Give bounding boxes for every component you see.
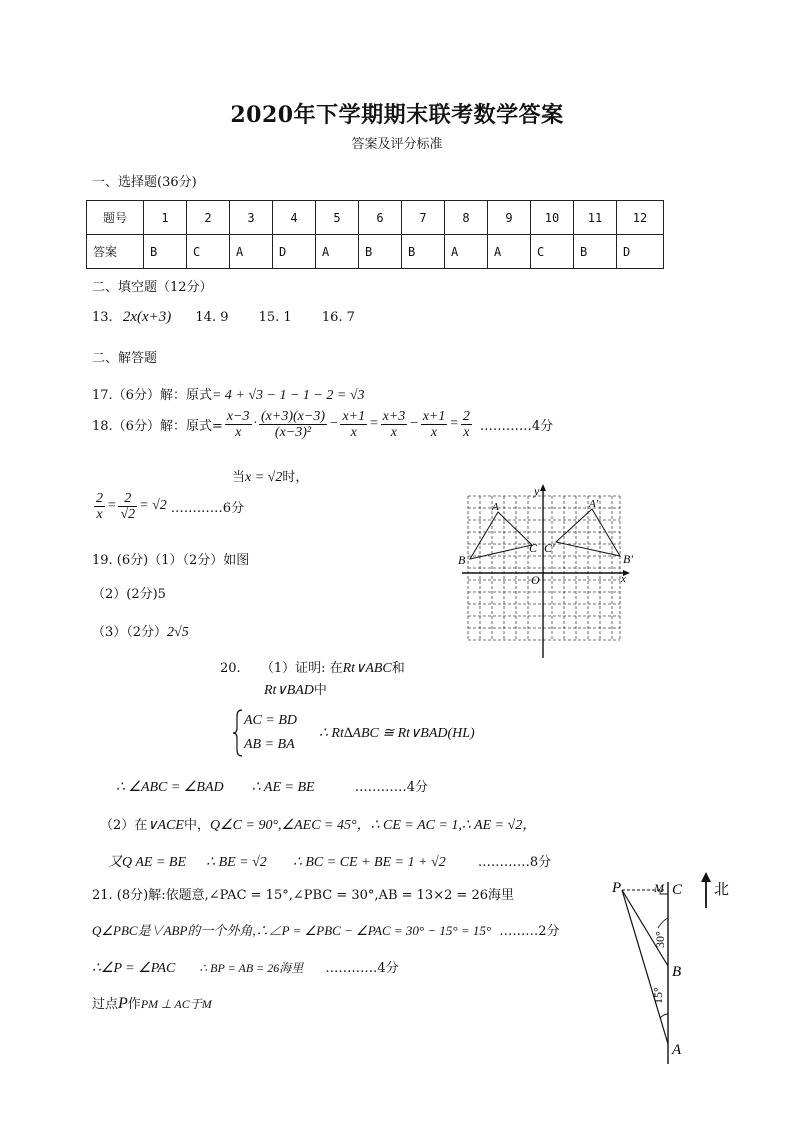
table-row — [87, 201, 664, 235]
q20-part-2-triangle: ∨ACE — [147, 818, 184, 833]
q20-angle-equality: ∴ ∠ABC = ∠BAD — [116, 780, 224, 795]
table-cell: 6 — [359, 201, 402, 235]
table-cell: 题号 — [87, 201, 144, 235]
q20-part-2-prefix: （2）在 — [100, 818, 148, 833]
page-title: 2020年下学期期末联考数学答案 — [230, 102, 564, 128]
q21-line-1: 21. (8分)解:依题意,∠PAC = 15°,∠PBC = 30°,AB = 13×2 = 26海里 — [92, 888, 515, 903]
table-cell: 1 — [144, 201, 187, 235]
q20-part-2-expression: Q∠C = 90°,∠AEC = 45°，∴ CE = AC = 1,∴ AE = √2， — [210, 818, 537, 833]
label-b-prime: B' — [623, 552, 633, 566]
fill-answers-line — [92, 309, 355, 326]
q20-line-1-suffix: 和 — [391, 661, 405, 676]
table-cell: 答案 — [87, 235, 144, 269]
q21-angle-equality: ∴∠P = ∠PAC — [92, 961, 176, 976]
q20-part-2-line-1 — [100, 814, 536, 834]
q18-fraction-1: $\frac{x-3}{x}$ — [226, 408, 250, 440]
table-cell: D — [617, 235, 664, 269]
q21-line-2 — [92, 920, 560, 939]
label-a: A — [492, 501, 499, 513]
q18-when-expression: x = √2 — [245, 470, 283, 485]
q18-result-fraction-2: $\frac{2}{√2}$ — [120, 490, 136, 522]
q18-fraction-2: $\frac{(x+3)(x-3)}{\text{(x−3)²}}$ — [261, 408, 325, 440]
q21-line-3 — [92, 957, 399, 977]
choice-answer-table — [86, 200, 664, 269]
q21-line-4 — [92, 993, 212, 1013]
q21-score-2: ………2分 — [499, 924, 560, 939]
label-b: B — [458, 553, 466, 567]
q18-when-suffix: 时， — [282, 470, 309, 485]
angle-arc-30 — [658, 918, 668, 928]
table-cell: 12 — [617, 201, 664, 235]
q21-score-4: …………4分 — [325, 961, 399, 976]
q17-line — [92, 384, 365, 404]
triangle-abc — [470, 512, 532, 559]
page-subtitle: 答案及评分标准 — [351, 137, 443, 152]
label-angle-15: 15° — [651, 987, 665, 1004]
q18-result-fraction-1: $\frac{2}{x}$ — [96, 490, 103, 522]
q15-answer: 15. 1 — [258, 310, 292, 325]
table-row — [87, 235, 664, 269]
q20-score-4: …………4分 — [354, 780, 428, 795]
label-a-prime: A' — [589, 498, 599, 510]
table-cell: B — [402, 235, 445, 269]
q18-result-value: = √2 — [139, 498, 167, 513]
label-north: 北 — [714, 882, 730, 898]
q18-fraction-4: $\frac{x+3}{x}$ — [382, 408, 406, 440]
table-cell: A — [230, 235, 273, 269]
table-cell: 9 — [488, 201, 531, 235]
label-angle-30: 30° — [653, 931, 667, 948]
label-b: B — [672, 964, 682, 980]
q20-part-2-be: ∴ BE = √2 — [206, 855, 267, 870]
table-cell: C — [187, 235, 230, 269]
table-cell: 3 — [230, 201, 273, 235]
left-brace-icon — [232, 708, 244, 758]
q19-line-3 — [92, 621, 189, 641]
table-cell: D — [273, 235, 316, 269]
q19-line-3-prefix: （3）（2分） — [92, 625, 168, 640]
label-c-prime: C' — [544, 541, 555, 555]
table-cell: 5 — [316, 201, 359, 235]
line-pa — [622, 890, 668, 1044]
equation-2: AB = BA — [244, 737, 295, 752]
q18-score-4: …………4分 — [479, 418, 554, 434]
q20-side-equality: ∴ AE = BE — [251, 780, 315, 795]
table-cell: 10 — [531, 201, 574, 235]
north-arrow-icon — [701, 872, 711, 882]
table-cell: A — [445, 235, 488, 269]
table-cell: B — [574, 235, 617, 269]
section-solve-heading: 二、解答题 — [92, 351, 158, 366]
label-origin: O — [531, 573, 540, 587]
q20-line-3 — [116, 776, 428, 796]
table-cell: 11 — [574, 201, 617, 235]
q21-line-2-expression: Q∠PBC是∨ABP的一个外角,∴∠P = ∠PBC − ∠PAC = 30° − 15° = 15° — [92, 923, 492, 938]
q20-score-8: …………8分 — [477, 855, 552, 870]
q18-score-6: …………6分 — [170, 500, 245, 516]
q20-part-2-bc: ∴ BC = CE + BE = 1 + √2 — [292, 855, 446, 870]
q19-line-3-expression: 2√5 — [167, 625, 189, 640]
q16-answer: 16. 7 — [321, 310, 355, 325]
equation-1: AC = BD — [244, 713, 297, 728]
table-cell: B — [359, 235, 402, 269]
angle-arc-15 — [660, 1014, 668, 1018]
label-a: A — [672, 1042, 682, 1058]
y-axis-arrow — [540, 484, 546, 491]
label-p: P — [612, 880, 622, 896]
q20-part-2-line-2 — [108, 851, 551, 871]
table-cell: A — [488, 235, 531, 269]
table-cell: A — [316, 235, 359, 269]
label-x: x — [621, 573, 626, 585]
q18-fraction-5: $\frac{x+1}{x}$ — [422, 408, 446, 440]
q17-expression: = 4 + √3 − 1 − 1 − 2 = √3 — [211, 388, 365, 403]
table-cell: 8 — [445, 201, 488, 235]
q18-when-line — [232, 466, 308, 486]
q18-when-prefix: 当 — [232, 470, 246, 485]
label-c: C — [672, 882, 683, 898]
q21-line-4-point: P — [118, 995, 128, 1012]
q18-fraction-6: $\frac{2}{x}$ — [462, 408, 470, 440]
q21-bp-equality: ∴ BP = AB = 26海里 — [199, 961, 304, 975]
q18-result-line: $\frac{2}{x}$ = $\frac{2}{√2}$ = √2 …………6分 — [96, 490, 245, 522]
q20-line-2-suffix: 中 — [313, 683, 327, 698]
q18-label: 18.（6分）解：原式= — [92, 418, 223, 434]
section-fill-heading: 二、填空题（12分） — [92, 280, 213, 295]
q20-line-2-expression: Rt∨BAD — [264, 683, 314, 698]
table-cell: 2 — [187, 201, 230, 235]
q20-line-1-text: （1）证明: 在 — [260, 661, 343, 676]
q20-line-1-expression: Rt∨ABC — [342, 661, 392, 676]
q20-label: 20. — [220, 661, 241, 676]
q14-answer: 14. 9 — [195, 310, 229, 325]
q21-line-4-expression: PM ⊥ AC于M — [140, 997, 212, 1011]
q13-label: 13. — [92, 310, 113, 325]
label-y: y — [534, 484, 540, 498]
table-cell: B — [144, 235, 187, 269]
q20-part-2-mid: 中， — [183, 818, 210, 833]
q18-fraction-3: $\frac{x+1}{x}$ — [342, 408, 366, 440]
q20-line-2 — [264, 679, 327, 699]
q21-line-4-prefix: 过点 — [92, 997, 119, 1012]
label-m: M — [654, 881, 664, 895]
table-cell: 7 — [402, 201, 445, 235]
equation-system-lines — [244, 709, 297, 757]
section-choice-heading: 一、选择题(36分) — [92, 175, 197, 190]
line-pb — [622, 890, 668, 966]
coordinate-grid-figure — [452, 482, 642, 662]
congruence-conclusion: ∴ Rt∆ABC ≅ Rt∨BAD(HL) — [319, 725, 475, 741]
q19-line-1: 19. (6分)（1）（2分）如图 — [92, 553, 250, 568]
q19-line-2: （2）(2分)5 — [92, 587, 166, 602]
q18-line: 18.（6分）解：原式= $\frac{x-3}{x}$ · $\frac{(x+3)(x-3)}{\text{(x−3)²}}$ − $\frac{x+1}{x}$ = $\frac{x+3}{x}$ − $\frac{x+1}{x}$ = $\frac{2}{x}$ …………4分 — [92, 408, 554, 440]
q20-equation-system — [232, 708, 475, 758]
q17-label: 17.（6分）解：原式 — [92, 388, 212, 403]
table-cell: 4 — [273, 201, 316, 235]
label-c: C — [529, 541, 538, 555]
q13-expression: 2x(x+3) — [122, 309, 172, 325]
q20-line-1 — [220, 657, 405, 677]
q21-line-4-mid: 作 — [127, 997, 141, 1012]
table-cell: C — [531, 235, 574, 269]
bearing-figure — [608, 868, 748, 1068]
q20-part-2-given: 又Q AE = BE — [108, 855, 187, 870]
